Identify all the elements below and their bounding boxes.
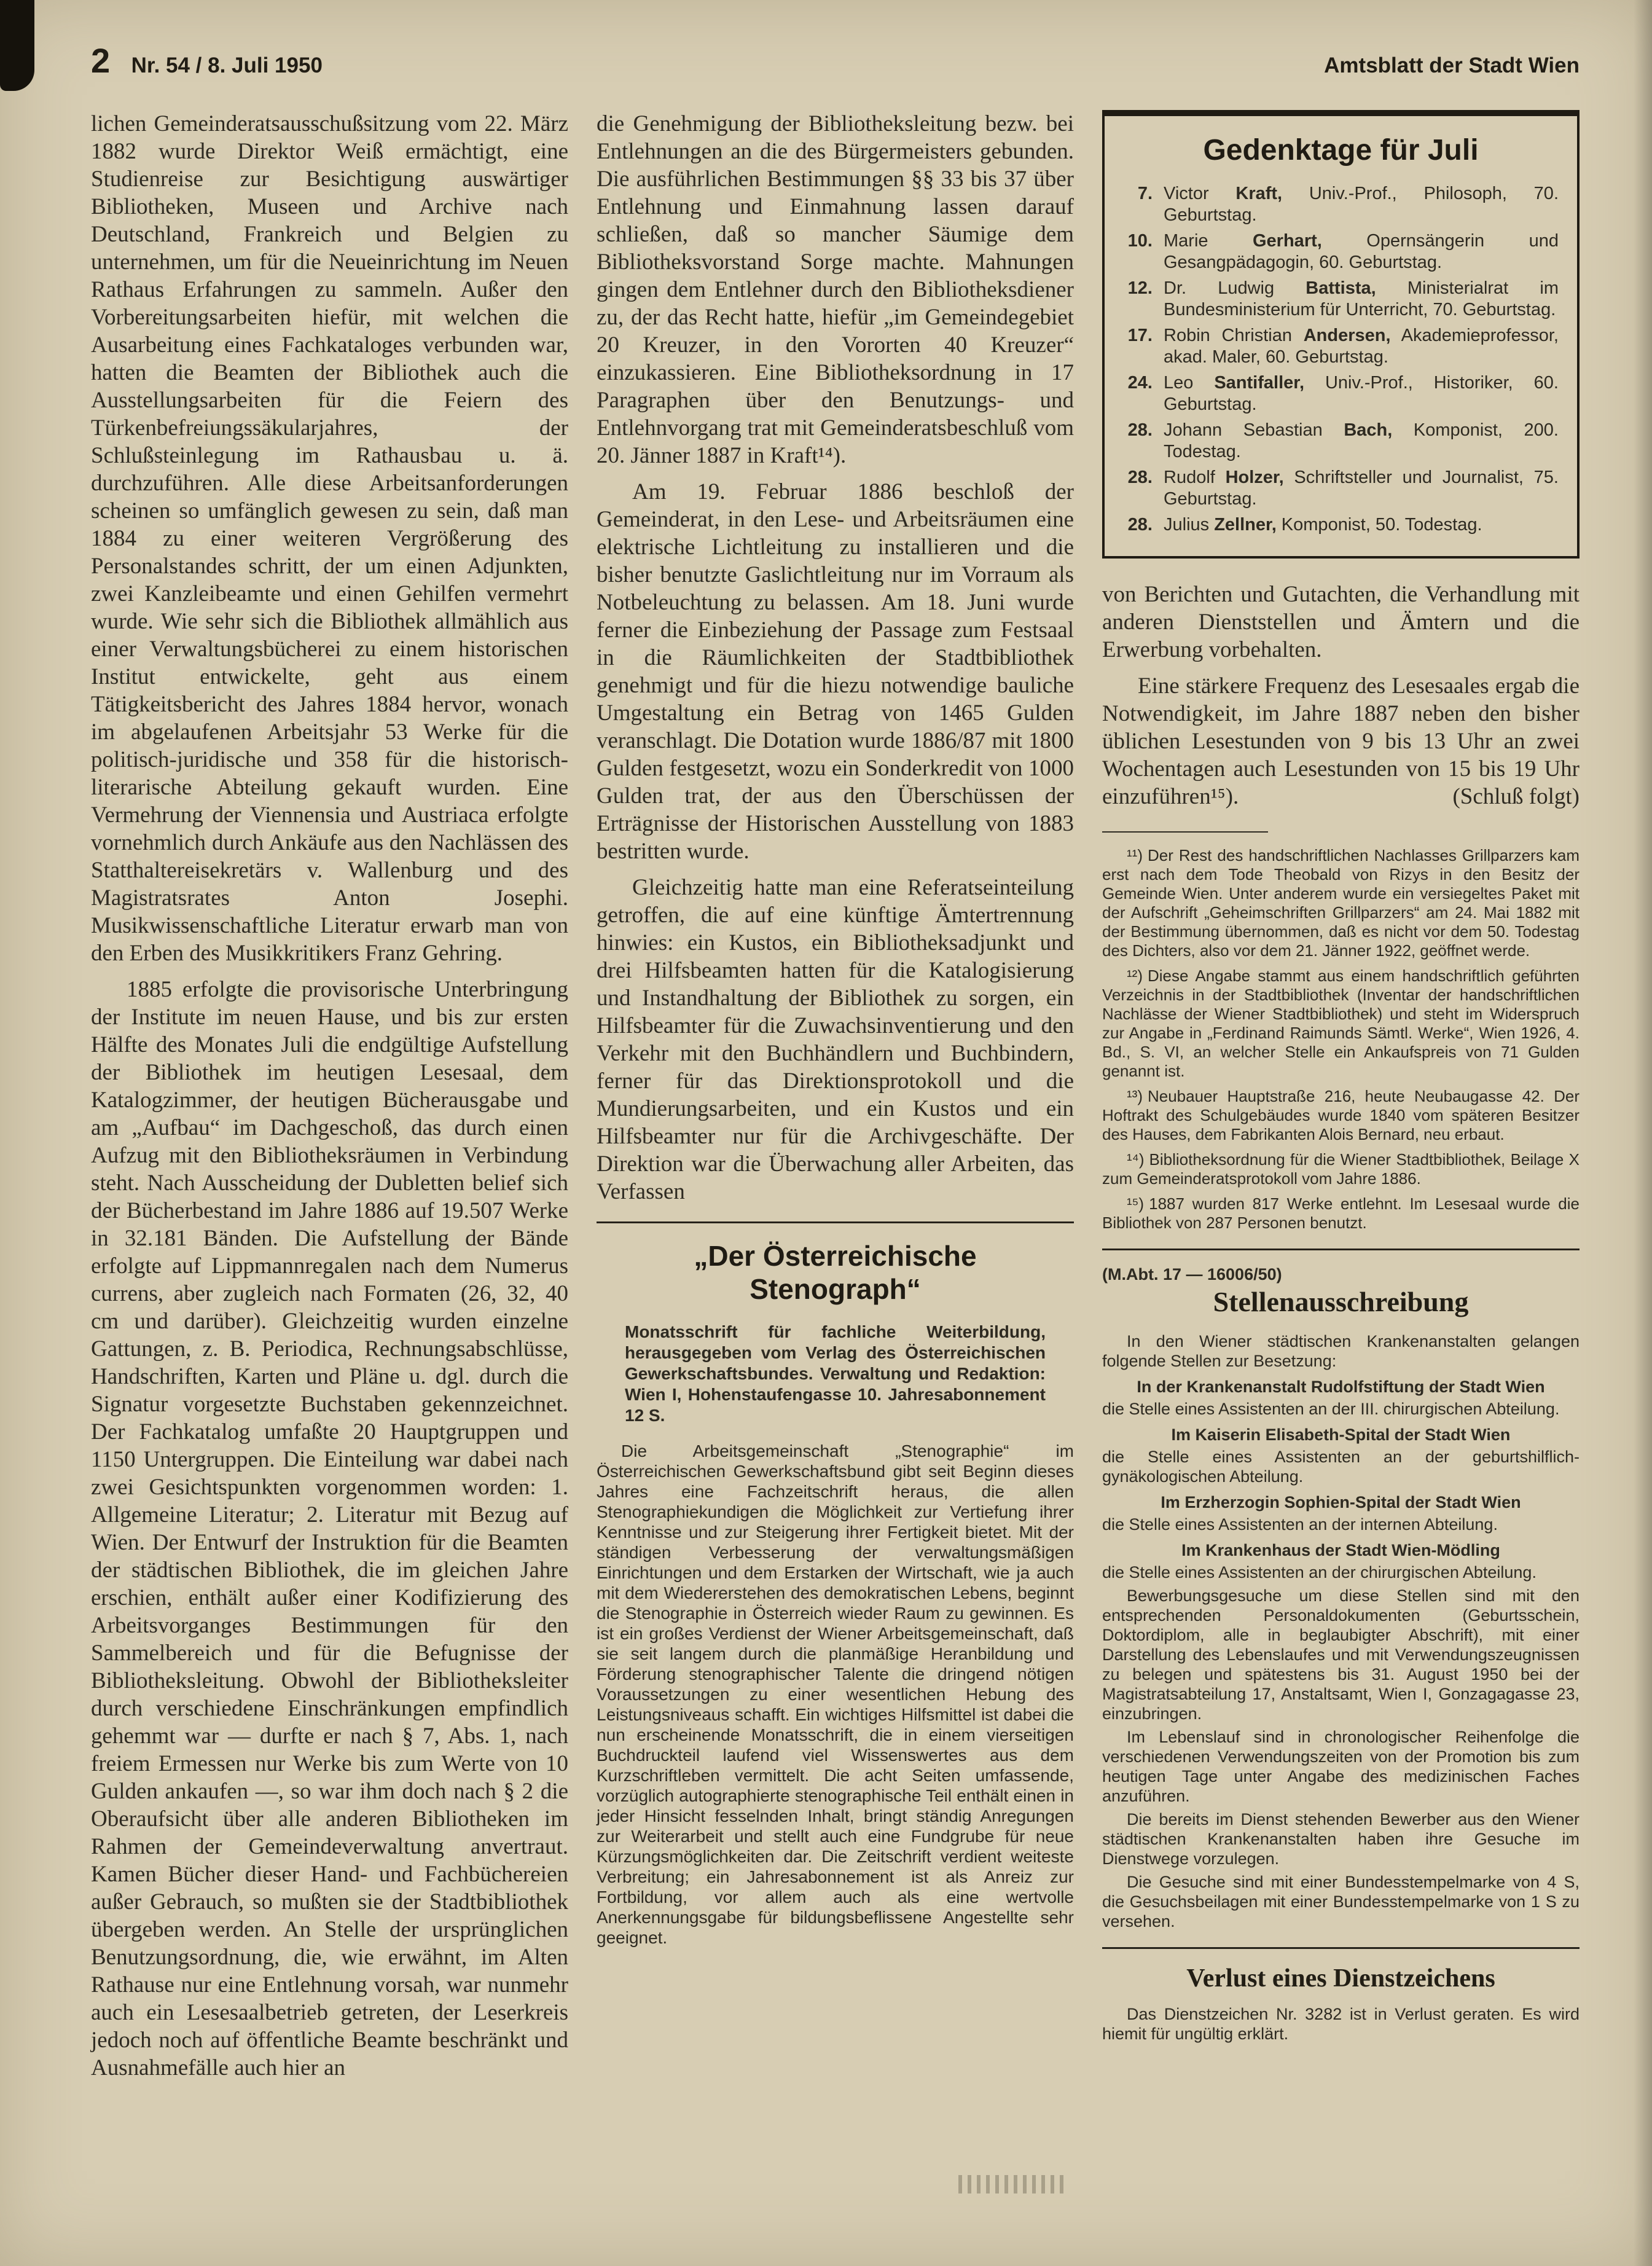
entry-day: 10. — [1127, 231, 1153, 251]
stenograph-title-line1: „Der Österreichische — [694, 1240, 977, 1272]
position-description: die Stelle eines Assistenten an der geburtshilflich-gynäkologischen Abteilung. — [1102, 1448, 1580, 1486]
footnote-divider — [1102, 831, 1268, 833]
footnote — [1102, 1087, 1580, 1144]
stenograph-article — [597, 1239, 1074, 1948]
footnote — [1102, 846, 1580, 960]
entry-day: 28. — [1127, 420, 1153, 440]
footnote-marker: ¹²) — [1127, 966, 1143, 985]
gedenktage-entry — [1123, 183, 1559, 226]
section-divider — [1102, 1249, 1580, 1250]
gedenktage-box — [1102, 110, 1580, 559]
footnote-marker: ¹¹) — [1127, 846, 1143, 864]
entry-given: Johann Sebastian — [1164, 420, 1344, 440]
stenograph-body: Die Arbeitsgemeinschaft „Stenographie“ im Österreichischen Gewerkschaftsbund gibt seit Beginn dieses Jahres eine Fachzeitschrift heraus, die allen Stenographiekundigen die Möglichkeit zur Vertiefung ihrer Kenntnisse und zur Steigerung ihrer Fertigkeit bietet. Mit der ständigen Verbesserung der verwaltungsmäßigen Einrichtungen und dem Erstarken der Wirtschaft, wie ja auch mit dem Wiedererstehen des demokratischen Lebens, beginnt die Stenographie in Österreich wieder Raum zu gewinnen. Es ist ein großes Verdienst der Wiener Arbeitsgemeinschaft, daß sie seit langem durch die planmäßige Heranbildung und Förderung stenographischer Talente die dringend nötigen Voraussetzungen zu einer wesentlichen Hebung des Leistungsniveaus schafft. Ein wichtiges Hilfsmittel ist dabei die nun erscheinende Monatsschrift, die in einem vierseitigen Buchdruckteil laufend viel Wissenswertes aus dem Kurzschriftleben vermittelt. Die acht Seiten umfassende, vorzüglich autographierte stenographische Teil enthält einen in jeder Hinsicht fesselnden Inhalt, bringt ständig Anregungen zur Weiterarbeit und stellt auch eine Fundgrube für neue Kürzungsmöglichkeiten dar. Die Zeitschrift verdient weiteste Verbreitung; ein Jahresabonnement ist als Anreiz zur Fortbildung, vor allem auch als eine wertvolle Anerkennungsgabe für bildungsbeflissene Angestellte sehr geeignet. — [597, 1441, 1074, 1947]
stenograph-title — [597, 1239, 1074, 1306]
entry-day: 28. — [1127, 468, 1153, 487]
entry-surname: Holzer, — [1225, 468, 1284, 487]
gedenktage-entry — [1123, 372, 1559, 415]
footnote-text: Bibliotheksordnung für die Wiener Stadtbibliothek, Beilage X zum Gemeinderatsprotokoll vom Jahre 1886. — [1102, 1150, 1580, 1188]
entry-rest: Schriftsteller und Journalist, 75. Geburtstag. — [1164, 468, 1559, 509]
stenograph-lead: Monatsschrift für fachliche Weiterbildung, herausgegeben vom Verlag des Österreichischen Gewerkschaftsbundes. Verwaltung und Redaktion: Wien I, Hohenstaufengasse 10. Jahresabonnement 12 S. — [625, 1322, 1046, 1425]
entry-given: Robin Christian — [1164, 326, 1304, 345]
verlust-title: Verlust eines Dienstzeichens — [1186, 1964, 1495, 1993]
gedenktage-entry — [1123, 514, 1559, 536]
entry-day: 17. — [1127, 326, 1153, 345]
entry-rest: Opernsängerin und Gesangpädagogin, 60. Geburtstag. — [1164, 231, 1559, 272]
hospital-heading: Im Krankenhaus der Stadt Wien-Mödling — [1181, 1541, 1500, 1559]
entry-given: Victor — [1164, 184, 1236, 203]
gedenktage-entry — [1123, 325, 1559, 368]
position-description: die Stelle eines Assistenten an der III. chirurgischen Abteilung. — [1102, 1400, 1560, 1418]
entry-surname: Kraft, — [1235, 184, 1283, 203]
page-header — [91, 41, 1580, 80]
column-2 — [597, 110, 1074, 1948]
gedenktage-title: Gedenktage für Juli — [1203, 134, 1479, 167]
entry-surname: Gerhart, — [1253, 231, 1322, 251]
entry-given: Leo — [1164, 373, 1215, 393]
gedenktage-entry — [1123, 230, 1559, 273]
reference-number: (M.Abt. 17 — 16006/50) — [1102, 1265, 1282, 1284]
hospital-heading: Im Kaiserin Elisabeth-Spital der Stadt Wien — [1171, 1425, 1511, 1444]
footnote-text: 1887 wurden 817 Werke entlehnt. Im Lesesaal wurde die Bibliothek von 287 Personen benutzt. — [1102, 1194, 1580, 1232]
gedenktage-entry — [1123, 278, 1559, 321]
entry-rest: Komponist, 200. Todestag. — [1164, 420, 1559, 461]
entry-day: 7. — [1137, 184, 1153, 203]
entry-rest: Univ.-Prof., Historiker, 60. Geburtstag. — [1164, 373, 1559, 414]
paragraph-text: Eine stärkere Frequenz des Lesesaales ergab die Notwendigkeit, im Jahre 1887 neben den bisher üblichen Lesestunden von 9 bis 13 Uhr an zwei Wochentagen auch Lesestunden von 15 bis 19 Uhr einzuführen¹⁵). — [1102, 673, 1580, 809]
hospital-heading: In der Krankenanstalt Rudolfstiftung der Stadt Wien — [1137, 1378, 1545, 1396]
entry-given: Julius — [1164, 515, 1215, 535]
entry-rest: Akademieprofessor, akad. Maler, 60. Geburtstag. — [1164, 326, 1559, 367]
footnote-text: Der Rest des handschriftlichen Nachlasses Grillparzers kam erst nach dem Tode Theobald von Rizys in den Besitz der Gemeinde Wien. Unter anderem wurde ein versiegeltes Paket mit der Aufschrift „Geheimschriften Grillparzers“ am 24. Mai 1882 mit der Bestimmung übernommen, daß es nicht vor dem 50. Todestag des Dichters, also vor dem 21. Jänner 1922, geöffnet werde. — [1102, 846, 1580, 960]
entry-surname: Zellner, — [1214, 515, 1277, 535]
entry-surname: Andersen, — [1303, 326, 1391, 345]
gedenktage-entry — [1123, 467, 1559, 510]
article-paragraph: die Genehmigung der Bibliotheksleitung bezw. bei Entlehnungen an die des Bürgermeisters gebunden. Die ausführlichen Bestimmungen §§ 33 bis 37 über Entlehnung und Einmahnung lassen darauf schließen, daß so mancher Säumige dem Bibliotheksvorstand Sorge machte. Mahnungen gingen dem Entlehner durch den Bibliotheksdiener zu, der das Recht hatte, hiefür „im Gemeindegebiet 20 Kreuzer, in den Vororten 40 Kreuzer“ einzukassieren. Eine Bibliotheksordnung in 17 Paragraphen über den Benutzungs- und Entlehnvorgang trat mit Gemeinderatsbeschluß vom 20. Jänner 1887 in Kraft¹⁴). — [597, 111, 1074, 468]
print-smudge-artifact — [958, 2175, 1066, 2193]
stenograph-title-line2: Stenograph“ — [750, 1273, 921, 1305]
entry-surname: Santifaller, — [1214, 373, 1305, 393]
stellenausschreibung-section — [1102, 1265, 1580, 1931]
header-left — [91, 41, 323, 80]
footnote-marker: ¹³) — [1127, 1087, 1143, 1105]
column-3 — [1102, 110, 1580, 2044]
footnote-marker: ¹⁵) — [1127, 1194, 1145, 1213]
verlust-text: Das Dienstzeichen Nr. 3282 ist in Verlust geraten. Es wird hiemit für ungültig erklärt. — [1102, 2005, 1580, 2043]
stellen-paragraph: Die bereits im Dienst stehenden Bewerber aus den Wiener städtischen Krankenanstalten haben ihre Gesuche im Dienstwege vorzulegen. — [1102, 1810, 1580, 1868]
entry-rest: Ministerialrat im Bundesministerium für Unterricht, 70. Geburtstag. — [1164, 278, 1559, 320]
stellen-title: Stellenausschreibung — [1213, 1286, 1469, 1317]
entry-surname: Battista, — [1306, 278, 1376, 298]
column-layout — [91, 110, 1580, 2090]
stellen-paragraph: Bewerbungsgesuche um diese Stellen sind mit den entsprechenden Personaldokumenten (Geburtsschein, Doktordiplom, alle in beglaubigter Abschrift), mit einer Darstellung des Lebenslaufes und mit Verwendungszeugnissen zu belegen und spätestens bis 31. August 1950 bei der Magistratsabteilung 17, Anstaltsamt, Wien I, Gonzagagasse 23, einzubringen. — [1102, 1586, 1580, 1723]
page-number: 2 — [91, 41, 111, 80]
stellen-paragraph: Die Gesuche sind mit einer Bundesstempelmarke von 4 S, die Gesuchsbeilagen mit einer Bundesstempelmarke von 1 S zu versehen. — [1102, 1873, 1580, 1931]
footnote-text: Diese Angabe stammt aus einem handschriftlich geführten Verzeichnis in der Stadtbibliothek (Inventar der handschriftlichen Nachlässe der Wiener Stadtbibliothek) und steht im Widerspruch zur Angabe in „Ferdinand Raimunds Sämtl. Werke“, Wien 1926, 4. Bd., S. VI, an welcher Stelle ein Ankaufspreis von 71 Gulden genannt ist. — [1102, 966, 1580, 1080]
article-paragraph: Gleichzeitig hatte man eine Referatseinteilung getroffen, die auf eine künftige Ämtertrennung hinwies: ein Kustos, ein Bibliotheksadjunkt und drei Hilfsbeamten hatten für die Katalogisierung und Instandhaltung der Bibliothek zu sorgen, ein Hilfsbeamter für die Zuwachsinventierung und den Verkehr mit den Buchhändlern und Buchbindern, ferner für das Direktionsprotokoll und die Mundierungsarbeiten, und ein Kustos und ein Hilfsbeamter nur für die Archivgeschäfte. Der Direktion war die Überwachung aller Arbeiten, das Verfassen — [597, 875, 1074, 1204]
section-divider — [1102, 1947, 1580, 1949]
gedenktage-entry — [1123, 420, 1559, 463]
entry-day: 12. — [1127, 278, 1153, 298]
article-paragraph: lichen Gemeinderatsausschußsitzung vom 22. März 1882 wurde Direktor Weiß ermächtigt, eine Studienreise zur Besichtigung auswärtiger Bibliotheken, Museen und Archive nach Deutschland, Frankreich und Belgien zu unternehmen, um für die Neueinrichtung im Neuen Rathaus Erfahrungen zu sammeln. Außer den Vorbereitungsarbeiten hiefür, mit welchen die Ausarbeitung eines Fachkataloges verbunden war, hatten die Beamten der Bibliothek auch die Ausstellungsarbeiten für die Feiern des Türkenbefreiungssäkularjahres, der Schlußsteinlegung im Rathausbau u. ä. durchzuführen. Alle diese Arbeitsanforderungen scheinen so umfänglich gewesen zu sein, daß man 1884 zu einer weiteren Vergrößerung des Personalstandes schritt, der um einen Adjunkten, zwei Kanzleibeamte und einen Gehilfen vermehrt wurde. Wie sehr sich die Bibliothek allmählich aus einer Verwaltungsbücherei zu einem historischen Institut entwickelte, geht aus einem Tätigkeitsbericht des Jahres 1884 hervor, wonach im abgelaufenen Arbeitsjahr 53 Werke für die politisch-juridische und 358 für die historisch-literarische Abteilung gekauft wurden. Eine Vermehrung der Viennensia und Austriaca erfolgte vornehmlich durch Ankäufe aus den Nachlässen des Statthaltereisekretärs v. Wallenburg und des Magistratsrates Anton Josephi. Musikwissenschaftliche Literatur erwarb man von den Erben des Musikkritikers Franz Gehring. — [91, 111, 568, 966]
entry-rest: Univ.-Prof., Philosoph, 70. Geburtstag. — [1164, 184, 1559, 225]
issue-date: Nr. 54 / 8. Juli 1950 — [131, 53, 323, 77]
footnote-text: Neubauer Hauptstraße 216, heute Neubaugasse 42. Der Hoftrakt des Schulgebäudes wurde 1840 vom späteren Besitzer des Hauses, dem Fabrikanten Alois Bernard, neu erbaut. — [1102, 1087, 1580, 1143]
article-paragraph: Am 19. Februar 1886 beschloß der Gemeinderat, in den Lese- und Arbeitsräumen eine elektrische Lichtleitung zu installieren und die bisher benutzte Gaslichtleitung nur im Vorraum als Notbeleuchtung zu belassen. Am 18. Juni wurde ferner die Einbeziehung der Passage zum Festsaal in die Räumlichkeiten der Stadtbibliothek genehmigt und für die hiezu notwendige bauliche Umgestaltung ein Betrag von 1465 Gulden veranschlagt. Die Dotation wurde 1886/87 mit 1800 Gulden festgesetzt, wozu ein Sonderkredit von 1000 Gulden trat, der aus den Überschüssen der Erträgnisse der Historischen Ausstellung von 1883 bestritten wurde. — [597, 479, 1074, 864]
stellen-intro: In den Wiener städtischen Krankenanstalten gelangen folgende Stellen zur Besetzung: — [1102, 1332, 1580, 1370]
entry-given: Rudolf — [1164, 468, 1226, 487]
entry-rest: Komponist, 50. Todestag. — [1276, 515, 1482, 535]
verlust-section — [1102, 1964, 1580, 2044]
entry-given: Dr. Ludwig — [1164, 278, 1306, 298]
stellen-paragraph: Im Lebenslauf sind in chronologischer Reihenfolge die verschiedenen Verwendungszeiten von der Promotion bis zum heutigen Tage unter Angabe des medizinischen Faches anzuführen. — [1102, 1728, 1580, 1805]
article-paragraph: 1885 erfolgte die provisorische Unterbringung der Institute im neuen Hause, und bis zur ersten Hälfte des Monates Juli die endgültige Aufstellung der Bibliothek im heutigen Lesesaal, dem Katalogzimmer, der heutigen Bücherausgabe und am „Aufbau“ im Dachgeschoß, das durch einen Aufzug mit den Bibliotheksräumen in Verbindung steht. Nach Ausscheidung der Dubletten belief sich der Bücherbestand im Jahre 1886 auf 19.507 Werke in 32.181 Bänden. Die Aufstellung der Bände erfolgte auf Lippmannregalen nach dem Numerus currens, aber zugleich nach Formaten (26, 32, 40 cm und darüber). Gleichzeitig wurden einzelne Gattungen, z. B. Periodica, Rechnungsabschlüsse, Handschriften, Karten und Pläne u. dgl. durch die Signatur vorgesetzte Buchstaben gekennzeichnet. Der Fachkatalog umfaßte 20 Hauptgruppen und 1150 Untergruppen. Die Einteilung war dabei nach zwei Gesichtspunkten vorgenommen worden: 1. Allgemeine Literatur; 2. Literatur mit Bezug auf Wien. Der Entwurf der Instruktion für die Beamten der städtischen Bibliothek, die im gleichen Jahre erschien, enthält außer einer Kodifizierung des Arbeitsvorganges Bestimmungen für den Sammelbereich und für die Befugnisse der Bibliotheksleitung. Obwohl der Bibliotheksleiter durch verschiedene Einschränkungen empfindlich gehemmt war — durfte er nach § 7, Abs. 1, nach freiem Ermessen nur Werke bis zum Werte von 10 Gulden ankaufen —, so war ihm doch nach § 2 die Oberaufsicht über alle anderen Bibliotheken im Rahmen der Gemeindeverwaltung anvertraut. Kamen Bücher dieser Hand- und Fachbüchereien außer Gebrauch, so mußten sie der Stadtbibliothek übergeben werden. An Stelle der ursprünglichen Benutzungsordnung, die, wie erwähnt, im Alten Rathause nur eine Entlehnung vorsah, war nunmehr auch ein Lesesaalbetrieb getreten, der Leserkreis jedoch noch auf öffentliche Beamte beschränkt und Ausnahmefälle auch hier an — [91, 977, 568, 2080]
footnote — [1102, 966, 1580, 1081]
column-1 — [91, 110, 568, 2090]
entry-given: Marie — [1164, 231, 1253, 251]
scan-ink-blot — [0, 0, 34, 91]
masthead-title: Amtsblatt der Stadt Wien — [1324, 53, 1580, 77]
article-paragraph — [1102, 672, 1580, 810]
article-paragraph: von Berichten und Gutachten, die Verhandlung mit anderen Dienststellen und Ämtern und die Erwerbung vorbehalten. — [1102, 582, 1580, 662]
hospital-heading: Im Erzherzogin Sophien-Spital der Stadt Wien — [1161, 1493, 1521, 1511]
section-divider — [597, 1221, 1074, 1223]
schluss-folgt: (Schluß folgt) — [1452, 784, 1580, 809]
entry-day: 24. — [1127, 373, 1153, 393]
position-description: die Stelle eines Assistenten an der chirurgischen Abteilung. — [1102, 1563, 1537, 1582]
footnote — [1102, 1194, 1580, 1233]
position-description: die Stelle eines Assistenten an der internen Abteilung. — [1102, 1515, 1498, 1534]
entry-surname: Bach, — [1344, 420, 1393, 440]
footnotes — [1102, 846, 1580, 1233]
footnote-marker: ¹⁴) — [1127, 1150, 1145, 1169]
entry-day: 28. — [1127, 515, 1153, 535]
footnote — [1102, 1150, 1580, 1188]
